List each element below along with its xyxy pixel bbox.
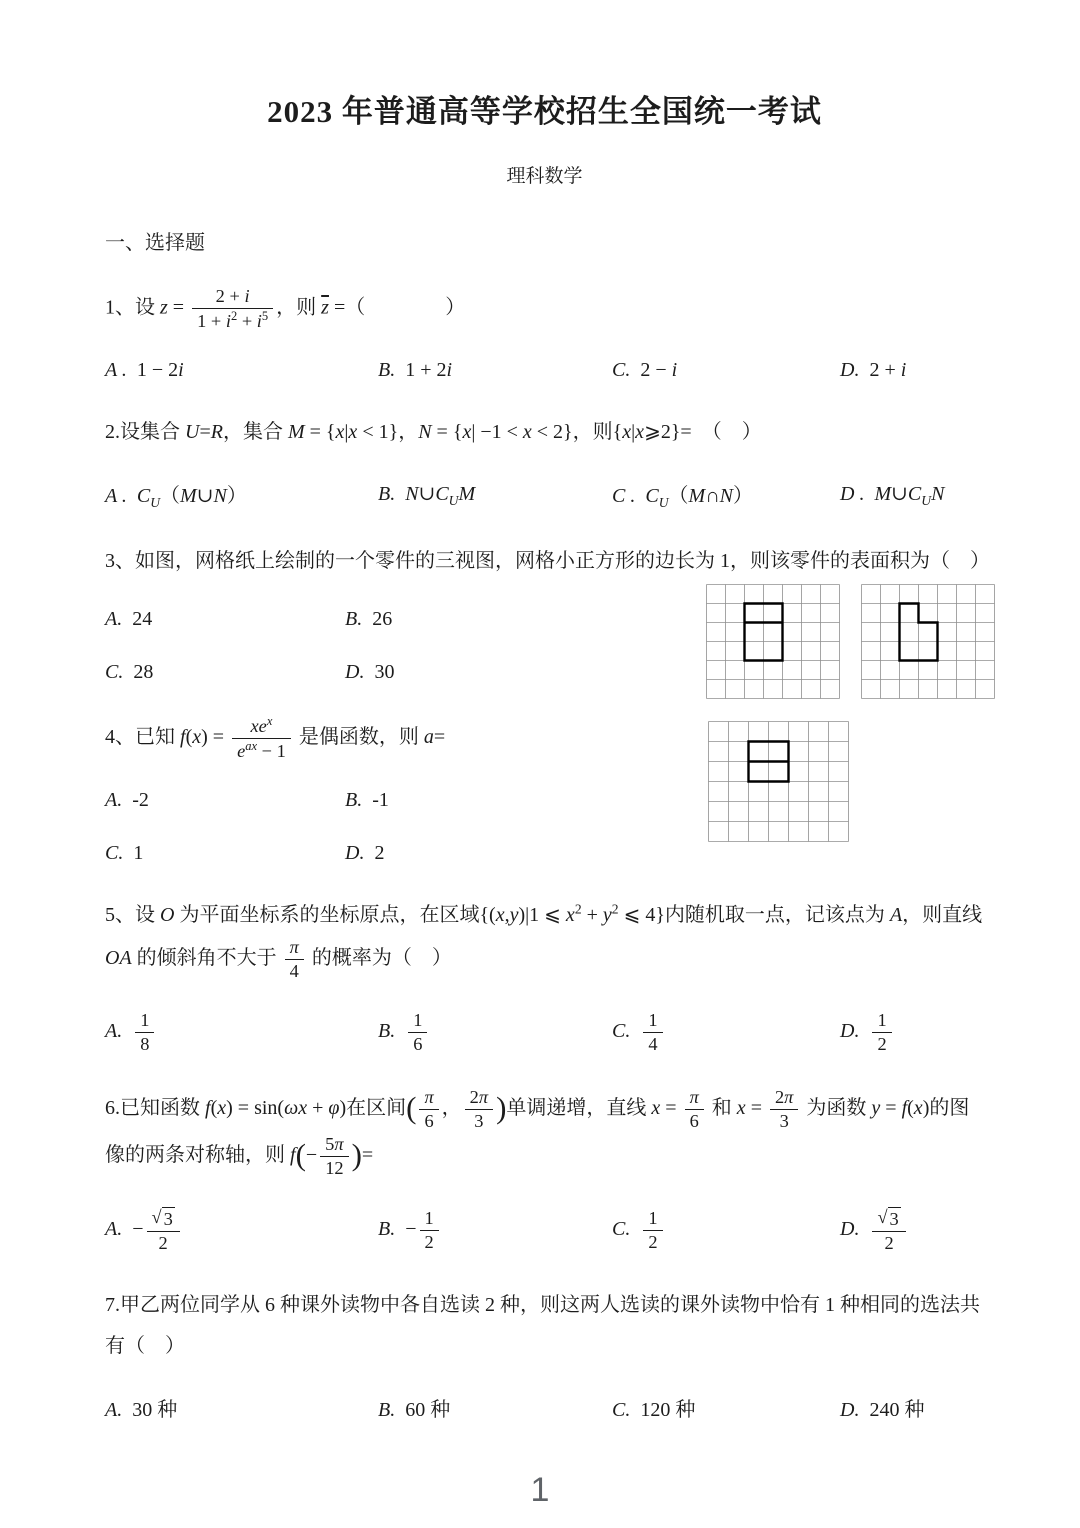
option-value: √ 3 2 <box>869 1218 908 1240</box>
option-label: D. <box>345 842 365 865</box>
question-5-stem: 5、设 O 为平面坐标系的坐标原点，在区域{(x,y)|1 ⩽ $x^2 + y^2$ ⩽ 4}内随机取一点，记该点为 A，则直线 OA 的倾斜角不大于 $\frac{\pi}{4}$ 的概率为（ ） <box>105 901 983 982</box>
option-label: C. <box>105 661 124 684</box>
option-label: D . <box>840 483 865 506</box>
option-d <box>345 661 665 684</box>
option-c <box>612 1393 840 1422</box>
option-label: C. <box>612 1399 631 1422</box>
option-label: A. <box>105 1399 123 1422</box>
option-label: B. <box>378 483 396 506</box>
option-label: B. <box>378 359 396 382</box>
question-3-stem: 3、如图，网格纸上绘制的一个零件的三视图，网格小正方形的边长为 1，则该零件的表面积为（ ） <box>105 550 990 573</box>
option-label: D. <box>840 359 860 382</box>
option-b <box>378 359 612 382</box>
option-c <box>612 359 840 382</box>
side-view-figure <box>860 583 996 706</box>
question-4-options <box>105 789 665 865</box>
option-value: 30 <box>374 661 395 684</box>
option-label: A. <box>105 1218 123 1241</box>
option-b <box>345 789 665 812</box>
page-subtitle: 理科数学 <box>506 166 583 187</box>
option-b <box>378 1009 612 1056</box>
option-b <box>378 1393 612 1422</box>
option-value: 28 <box>133 661 154 684</box>
question-3 <box>105 541 990 684</box>
option-a <box>105 608 345 631</box>
option-label: D. <box>345 661 365 684</box>
front-view-figure <box>705 583 841 706</box>
option-label: C. <box>105 842 124 865</box>
question-2-stem: 2.设集合 U=R，集合 M = {x|x < 1}，N = {x| −1 < x < 2}，则{x|x⩾2}= （ ） <box>105 421 762 444</box>
question-1-stem: 1、设 z = $\frac{2 + i}{1 + i^2 + i^5}$ ，则 $\overline{z}$ =（ ） <box>105 286 466 332</box>
option-value: $\frac{1}{8}$ <box>132 1020 157 1042</box>
option-d <box>840 1393 984 1422</box>
option-value: $C_U(M\cup N)$ <box>136 485 247 511</box>
option-value: − √ 3 2 <box>132 1218 183 1240</box>
section-heading: 一、选择题 <box>105 232 205 254</box>
question-7-options <box>105 1393 984 1422</box>
option-label: D. <box>840 1399 860 1422</box>
option-label: B. <box>378 1020 396 1043</box>
option-value: $\frac{1}{4}$ <box>640 1020 665 1042</box>
option-value: 1 − 2i <box>136 359 184 382</box>
question-7 <box>105 1285 984 1422</box>
option-value: 24 <box>132 608 153 631</box>
option-label: B. <box>378 1218 396 1241</box>
option-value: -2 <box>132 789 149 812</box>
option-a <box>105 1393 378 1422</box>
option-d <box>840 1009 984 1056</box>
page-title: 2023 年普通高等学校招生全国统一考试 <box>267 94 822 129</box>
option-a <box>105 789 345 812</box>
option-value: − $\frac{1}{2}$ <box>405 1218 441 1240</box>
option-c <box>105 661 345 684</box>
option-label: B. <box>378 1399 396 1422</box>
option-value: 30 种 <box>132 1399 178 1422</box>
option-value: 2 + i <box>869 359 907 382</box>
question-6-stem: 6.已知函数 f(x) = sin(ωx + φ)在区间( $\frac{\pi}{6}$ ， $\frac{2\pi}{3}$ )单调递增，直线 x = $\frac{\pi}{6}$ 和 x = $\frac{2\pi}{3}$ 为函数 y = f(x)的图像的两条对称轴，则 f(− $\frac{5\pi}{12}$ )= <box>105 1087 970 1179</box>
question-4-stem: 4、已知 f(x) = $\frac{xe^x}{e^{ax} - 1}$ 是偶函数，则 a= <box>105 714 446 762</box>
option-value: 26 <box>372 608 393 631</box>
option-value: $\frac{1}{6}$ <box>405 1020 430 1042</box>
option-value: 1 <box>133 842 144 865</box>
option-c <box>612 1207 840 1254</box>
question-5 <box>105 895 984 1056</box>
option-a <box>105 1206 378 1255</box>
question-4 <box>105 714 984 865</box>
option-label: C . <box>612 485 636 508</box>
option-value: 240 种 <box>869 1399 925 1422</box>
option-d <box>840 1206 984 1255</box>
option-value: $C_U(M\cap N)$ <box>645 485 753 511</box>
option-a <box>105 1009 378 1056</box>
option-value: $M\cup C_UN$ <box>874 483 945 509</box>
question-2 <box>105 412 984 511</box>
option-c <box>105 842 345 865</box>
question-6 <box>105 1086 984 1255</box>
option-label: B. <box>345 608 363 631</box>
option-value: 120 种 <box>640 1399 696 1422</box>
option-value: 60 种 <box>405 1399 451 1422</box>
question-2-options <box>105 479 984 511</box>
option-value: 2 <box>374 842 385 865</box>
option-label: D. <box>840 1218 860 1241</box>
option-value: -1 <box>372 789 389 812</box>
option-c <box>612 1009 840 1056</box>
option-label: A. <box>105 789 123 812</box>
page-number: 1 <box>530 1471 550 1509</box>
question-1-options <box>105 359 984 382</box>
option-d <box>840 481 984 509</box>
option-label: B. <box>345 789 363 812</box>
option-c <box>612 479 840 511</box>
option-value: 2 − i <box>640 359 678 382</box>
option-label: C. <box>612 1020 631 1043</box>
option-b <box>378 481 612 509</box>
option-value: $N\cup C_UM$ <box>405 483 476 509</box>
question-6-options <box>105 1206 984 1255</box>
option-d <box>840 359 984 382</box>
question-5-options <box>105 1009 984 1056</box>
option-label: C. <box>612 359 631 382</box>
option-value: 1 + 2i <box>405 359 453 382</box>
option-label: A. <box>105 608 123 631</box>
option-b <box>378 1207 612 1254</box>
question-3-options <box>105 608 665 684</box>
option-label: A. <box>105 1020 123 1043</box>
question-7-stem: 7.甲乙两位同学从 6 种课外读物中各自选读 2 种，则这两人选读的课外读物中恰有 1 种相同的选法共有（ ） <box>105 1294 980 1358</box>
option-label: A . <box>105 485 127 508</box>
option-value: $\frac{1}{2}$ <box>640 1218 665 1240</box>
option-label: A . <box>105 359 127 382</box>
question-1 <box>105 285 984 382</box>
option-value: $\frac{1}{2}$ <box>869 1020 894 1042</box>
option-d <box>345 842 665 865</box>
option-label: C. <box>612 1218 631 1241</box>
option-a <box>105 359 378 382</box>
option-label: D. <box>840 1020 860 1043</box>
option-b <box>345 608 665 631</box>
option-a <box>105 479 378 511</box>
